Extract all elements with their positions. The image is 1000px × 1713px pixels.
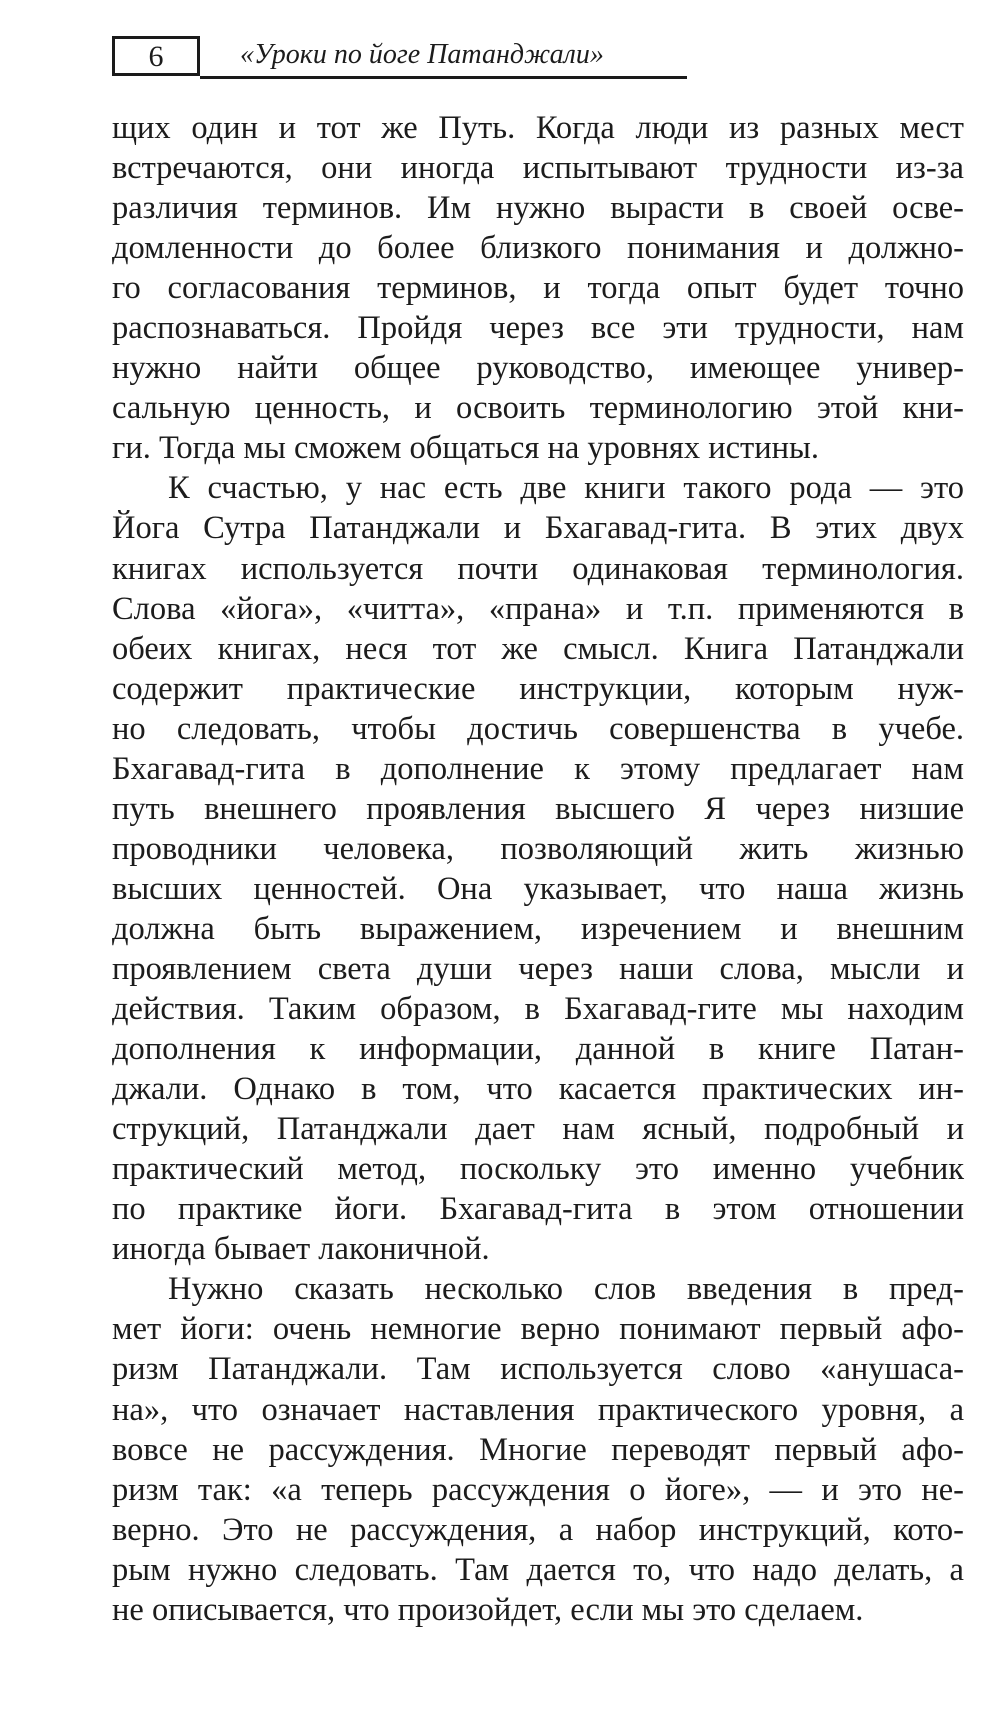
text-line: проводники человека, позволяющий жить жизнью bbox=[112, 830, 964, 867]
text-line: щих один и тот же Путь. Когда люди из разных мест bbox=[112, 110, 964, 146]
text-line: высших ценностей. Она указывает, что наша жизнь bbox=[112, 870, 964, 907]
text-line: сальную ценность, и освоить терминологию этой кни- bbox=[112, 390, 964, 427]
text-line: Нужно сказать несколько слов введения в пред- bbox=[168, 1271, 964, 1308]
text-line: струкций, Патанджали дает нам ясный, подробный и bbox=[112, 1111, 964, 1148]
running-title: «Уроки по йоге Патанджали» bbox=[240, 39, 604, 70]
running-header bbox=[112, 36, 687, 82]
text-line: верно. Это не рассуждения, а набор инструкций, кото- bbox=[112, 1511, 964, 1548]
text-line: путь внешнего проявления высшего Я через низшие bbox=[112, 790, 964, 827]
text-line: проявлением света души через наши слова, мысли и bbox=[112, 950, 964, 987]
text-line: Йога Сутра Патанджали и Бхагавад-гита. В этих двух bbox=[112, 510, 964, 547]
text-line: домленности до более близкого понимания и должно- bbox=[112, 230, 964, 267]
text-line: содержит практические инструкции, которым нуж- bbox=[112, 670, 964, 707]
text-line: практический метод, поскольку это именно учебник bbox=[112, 1151, 964, 1188]
text-line: должна быть выражением, изречением и внешним bbox=[112, 910, 964, 947]
text-line: рым нужно следовать. Там дается то, что надо делать, а bbox=[112, 1551, 964, 1588]
text-line: джали. Однако в том, что касается практических ин- bbox=[112, 1071, 964, 1108]
text-line: нужно найти общее руководство, имеющее универ- bbox=[112, 350, 964, 387]
text-line: не описывается, что произойдет, если мы это сделаем. bbox=[112, 1591, 864, 1628]
text-line: на», что означает наставления практического уровня, а bbox=[112, 1391, 964, 1428]
text-line: иногда бывает лаконичной. bbox=[112, 1231, 490, 1268]
text-line: вовсе не рассуждения. Многие переводят первый афо- bbox=[112, 1431, 964, 1468]
text-line: ризм Патанджали. Там используется слово «анушаса- bbox=[112, 1351, 964, 1388]
text-line: ги. Тогда мы сможем общаться на уровнях истины. bbox=[112, 430, 819, 467]
body-text bbox=[112, 108, 964, 1630]
page-number: 6 bbox=[112, 36, 200, 76]
text-line: по практике йоги. Бхагавад-гита в этом отношении bbox=[112, 1191, 964, 1228]
header-rule bbox=[200, 76, 687, 79]
text-line: мет йоги: очень немногие верно понимают первый афо- bbox=[112, 1311, 964, 1348]
text-line: но следовать, чтобы достичь совершенства в учебе. bbox=[112, 710, 964, 747]
text-line: книгах используется почти одинаковая терминология. bbox=[112, 550, 964, 587]
text-line: ризм так: «а теперь рассуждения о йоге», — и это не- bbox=[112, 1471, 964, 1508]
text-line: различия терминов. Им нужно вырасти в своей осве- bbox=[112, 190, 964, 227]
text-line: го согласования терминов, и тогда опыт будет точно bbox=[112, 270, 964, 307]
text-line: Слова «йога», «читта», «прана» и т.п. применяются в bbox=[112, 590, 964, 627]
text-line: дополнения к информации, данной в книге Патан- bbox=[112, 1031, 964, 1068]
text-line: Бхагавад-гита в дополнение к этому предлагает нам bbox=[112, 750, 964, 787]
text-line: встречаются, они иногда испытывают трудности из-за bbox=[112, 150, 964, 187]
text-line: действия. Таким образом, в Бхагавад-гите мы находим bbox=[112, 991, 964, 1028]
text-line: К счастью, у нас есть две книги такого рода — это bbox=[168, 470, 964, 507]
text-line: распознаваться. Пройдя через все эти трудности, нам bbox=[112, 310, 964, 347]
text-line: обеих книгах, неся тот же смысл. Книга Патанджали bbox=[112, 630, 964, 667]
